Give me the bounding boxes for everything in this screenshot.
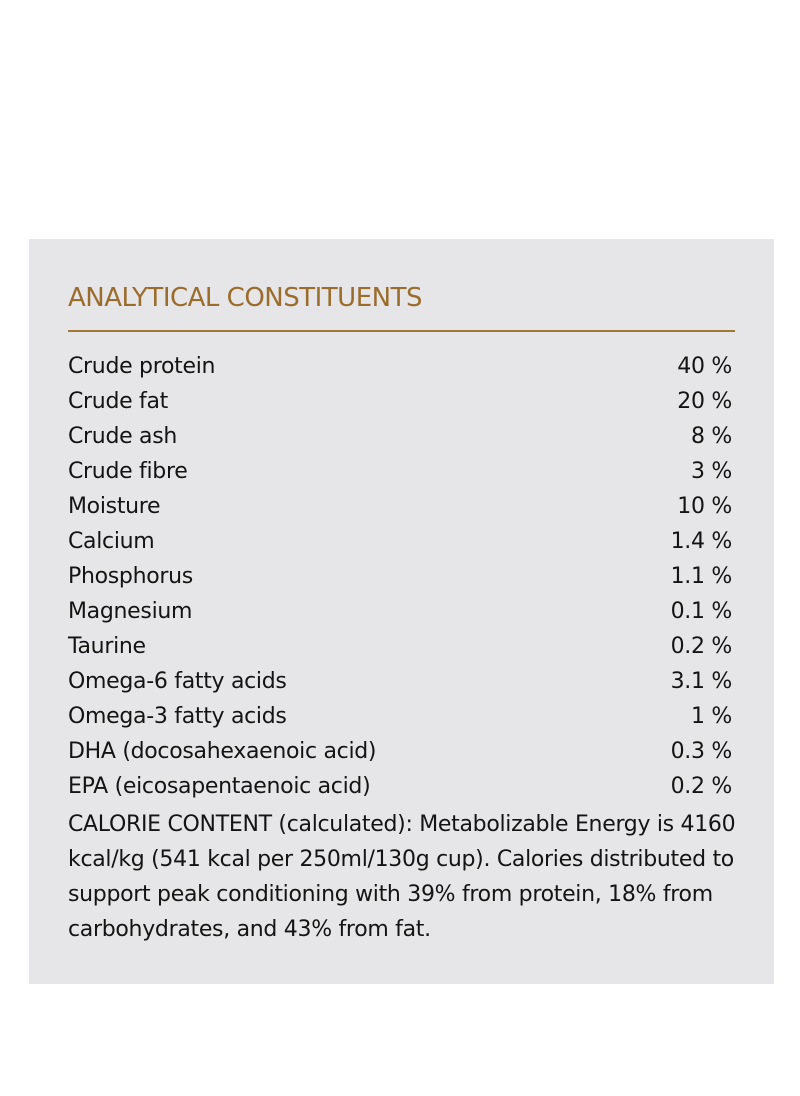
constituent-row	[68, 349, 732, 384]
constituent-value: 40 %	[677, 354, 732, 379]
constituent-name: Omega-3 fatty acids	[68, 704, 287, 729]
constituent-row	[68, 559, 732, 594]
constituent-row	[68, 454, 732, 489]
constituent-value: 0.1 %	[670, 599, 732, 624]
calorie-content-text: CALORIE CONTENT (calculated): Metabolizable Energy is 4160 kcal/kg (541 kcal per 250ml/130g cup). Calories distributed to support peak conditioning with 39% from protein, 18% from carbohydrates, and 43% from fat.	[68, 812, 736, 942]
constituent-row	[68, 594, 732, 629]
constituent-row	[68, 699, 732, 734]
constituent-name: Crude fat	[68, 389, 168, 414]
constituent-row	[68, 524, 732, 559]
constituent-name: Phosphorus	[68, 564, 193, 589]
constituent-row	[68, 629, 732, 664]
constituent-name: Crude fibre	[68, 459, 188, 484]
constituent-value: 10 %	[677, 494, 732, 519]
constituent-row	[68, 489, 732, 524]
constituent-name: Omega-6 fatty acids	[68, 669, 287, 694]
constituent-name: EPA (eicosapentaenoic acid)	[68, 774, 371, 799]
constituent-name: Crude protein	[68, 354, 216, 379]
constituent-row	[68, 384, 732, 419]
constituent-value: 1.4 %	[670, 529, 732, 554]
constituent-value: 20 %	[677, 389, 732, 414]
constituent-row	[68, 734, 732, 769]
constituent-value: 0.2 %	[670, 634, 732, 659]
constituent-value: 3.1 %	[670, 669, 732, 694]
constituents-list	[68, 349, 732, 804]
title-divider	[68, 330, 735, 332]
constituent-value: 8 %	[691, 424, 732, 449]
constituent-name: DHA (docosahexaenoic acid)	[68, 739, 377, 764]
constituent-value: 3 %	[691, 459, 732, 484]
constituent-row	[68, 769, 732, 804]
constituent-row	[68, 419, 732, 454]
constituent-name: Crude ash	[68, 424, 178, 449]
constituent-name: Calcium	[68, 529, 155, 554]
constituent-name: Taurine	[68, 634, 146, 659]
constituent-value: 1.1 %	[670, 564, 732, 589]
constituent-name: Magnesium	[68, 599, 193, 624]
constituent-value: 0.2 %	[670, 774, 732, 799]
analytical-constituents-panel	[29, 239, 774, 984]
constituent-name: Moisture	[68, 494, 161, 519]
constituent-value: 1 %	[691, 704, 732, 729]
constituent-value: 0.3 %	[670, 739, 732, 764]
panel-title: ANALYTICAL CONSTITUENTS	[68, 283, 422, 313]
constituent-row	[68, 664, 732, 699]
